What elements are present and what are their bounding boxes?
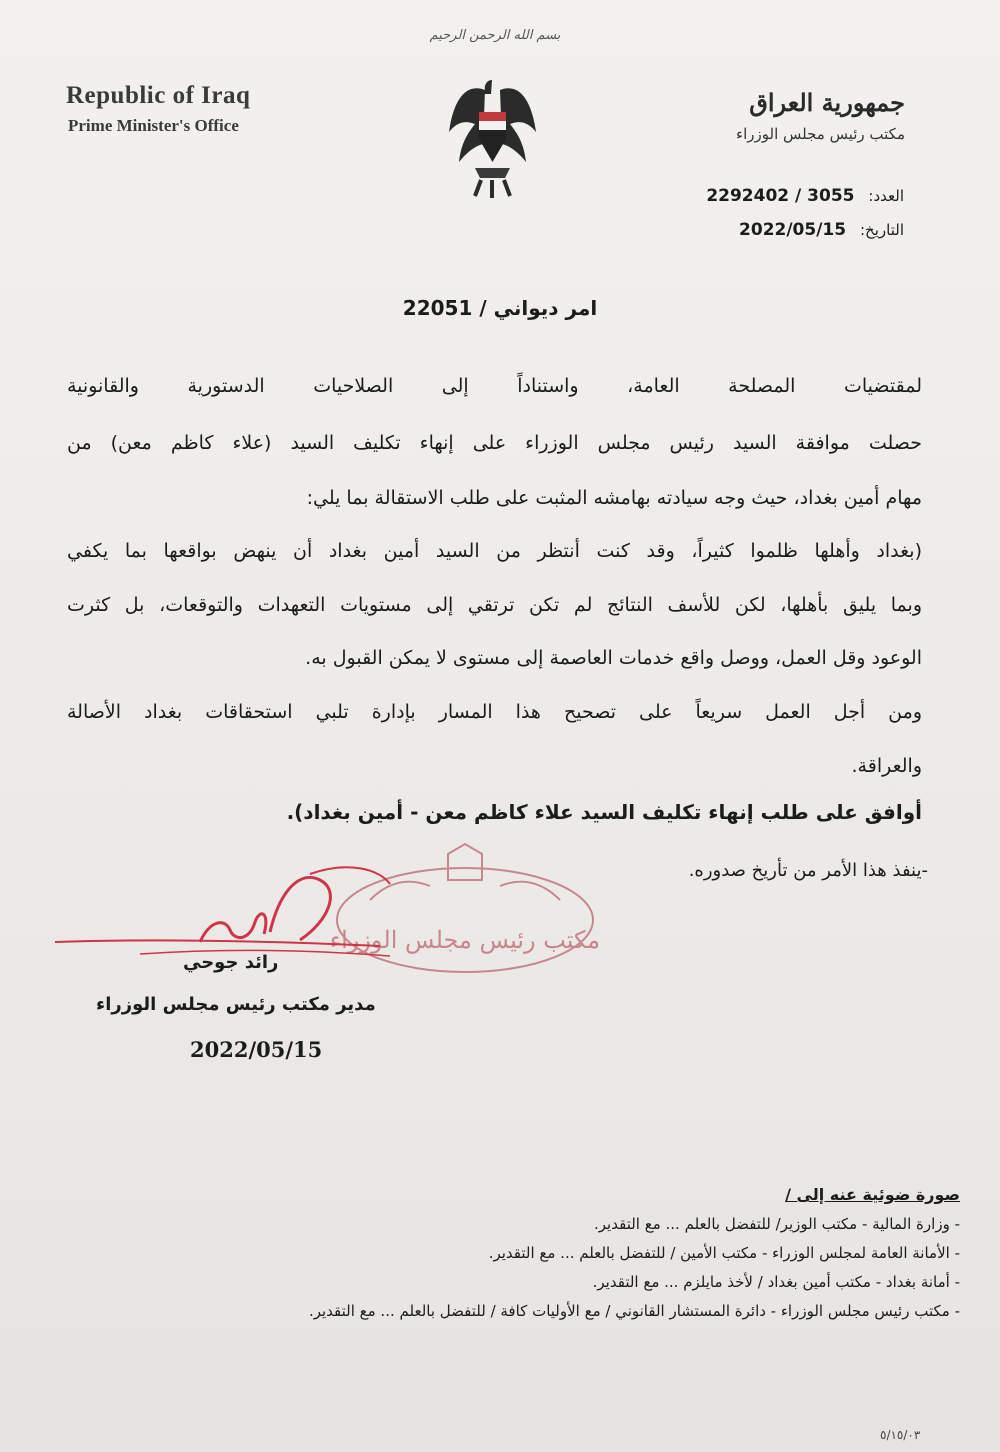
cc-line-4: - مكتب رئيس مجلس الوزراء - دائرة المستشار القانوني / مع الأوليات كافة / للتفضل بالعلم ... مع التقدير.	[308, 1302, 960, 1320]
arabic-header	[736, 88, 905, 143]
english-header	[66, 82, 250, 136]
document-date-label: التاريخ:	[860, 221, 904, 239]
body-line-6: الوعود وقل العمل، ووصل واقع خدمات العاصمة إلى مستوى لا يمكن القبول به.	[305, 647, 922, 669]
cc-distribution-list	[60, 1185, 960, 1320]
stamp-text: مكتب رئيس مجلس الوزراء	[330, 926, 600, 954]
signatory-title: مدير مكتب رئيس مجلس الوزراء	[96, 994, 376, 1015]
body-line-8: والعراقة.	[851, 755, 922, 777]
arabic-country-title: جمهورية العراق	[749, 88, 905, 117]
iraq-eagle-emblem	[445, 72, 540, 202]
body-line-4: (بغداد وأهلها ظلموا كثيراً، وقد كنت أنتظر من السيد أمين بغداد أن ينهض بواقعها بما يكفي	[67, 540, 922, 562]
execution-statement: -ينفذ هذا الأمر من تأريخ صدوره.	[688, 860, 928, 881]
body-line-1: لمقتضيات المصلحة العامة، واستناداً إلى الصلاحيات الدستورية والقانونية	[67, 375, 922, 397]
body-line-3: مهام أمين بغداد، حيث وجه سيادته بهامشه المثبت على طلب الاستقالة بما يلي:	[306, 487, 922, 509]
approval-statement: أوافق على طلب إنهاء تكليف السيد علاء كاظم معن - أمين بغداد).	[286, 800, 922, 824]
document-number-value: 2292402 / 3055	[706, 186, 855, 206]
cc-line-3: - أمانة بغداد - مكتب أمين بغداد / لأخذ مايلزم ... مع التقدير.	[592, 1273, 960, 1291]
signatory-name: رائد جوحي	[183, 952, 279, 973]
cc-heading: صورة ضوئية عنه إلى /	[785, 1185, 960, 1204]
english-office-subtitle: Prime Minister's Office	[68, 116, 239, 135]
basmala: بسم الله الرحمن الرحيم	[429, 28, 561, 43]
document-number-row	[706, 186, 904, 206]
arabic-office-subtitle: مكتب رئيس مجلس الوزراء	[736, 125, 905, 143]
body-line-7: ومن أجل العمل سريعاً على تصحيح هذا المسار بإدارة تلبي استحقاقات بغداد الأصالة	[67, 701, 922, 723]
document-date-row	[739, 220, 904, 240]
body-line-2: حصلت موافقة السيد رئيس مجلس الوزراء على إنهاء تكليف السيد (علاء كاظم معن) من	[67, 432, 922, 454]
cc-line-2: - الأمانة العامة لمجلس الوزراء - مكتب الأمين / للتفضل بالعلم ... مع التقدير.	[488, 1244, 960, 1262]
document-number-label: العدد:	[868, 187, 904, 205]
english-country-title: Republic of Iraq	[66, 82, 251, 109]
cc-line-1: - وزارة المالية - مكتب الوزير/ للتفضل بالعلم ... مع التقدير.	[594, 1215, 960, 1233]
body-line-5: وبما يليق بأهلها، لكن للأسف النتائج لم تكن ترتقي إلى مستويات التعهدات والتوقعات، بل كثرت	[67, 594, 922, 616]
signature-date: 2022/05/15	[190, 1037, 323, 1062]
order-title: امر ديواني / 22051	[402, 296, 598, 320]
footer-code: ٥/١٥/٠٣	[880, 1428, 921, 1442]
handwritten-signature	[50, 850, 610, 1000]
document-date-value: 2022/05/15	[739, 220, 847, 240]
